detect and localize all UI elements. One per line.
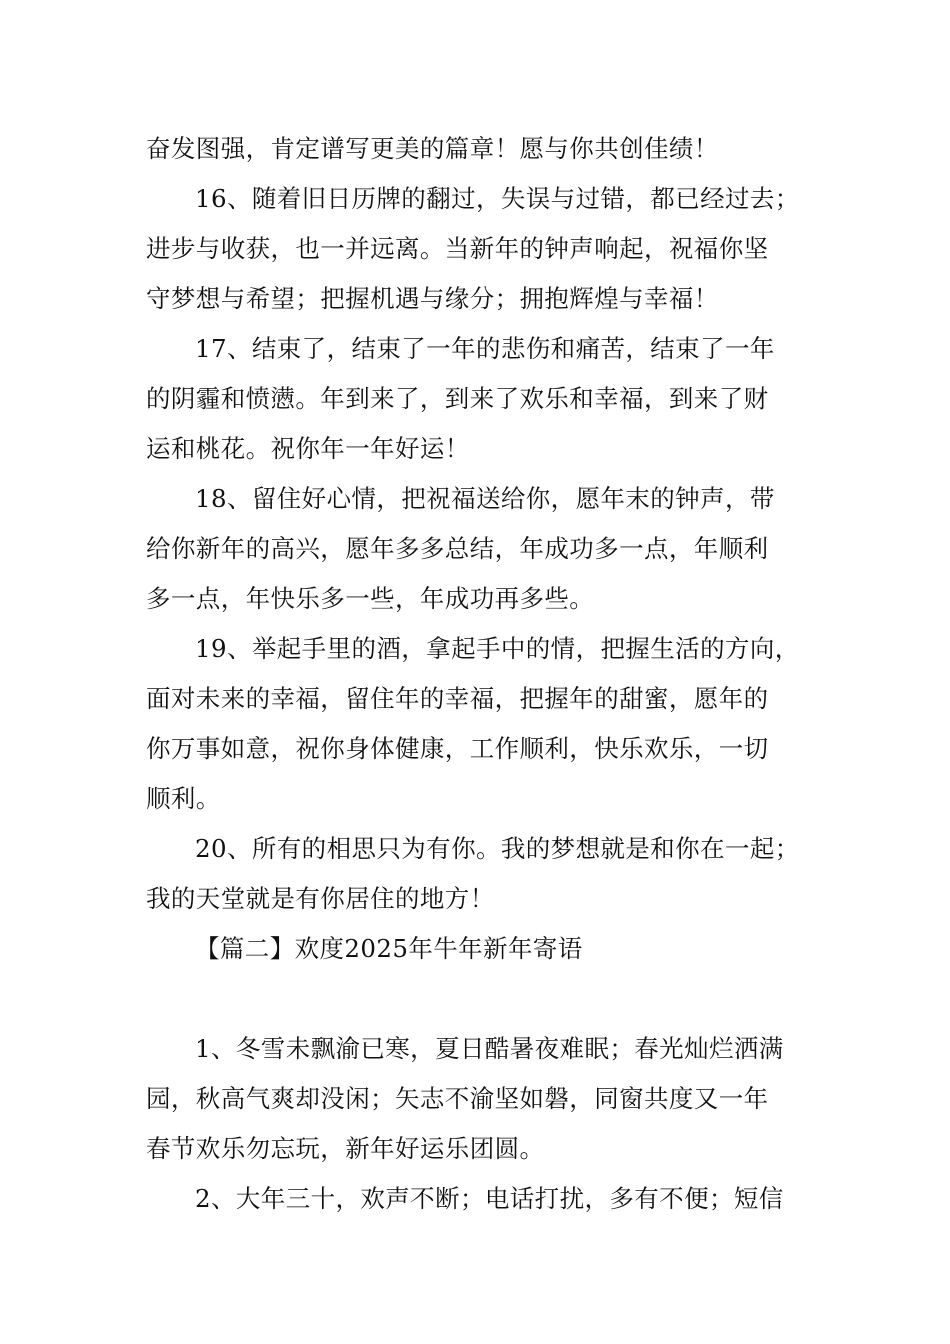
item-19-line-3: 你万事如意，祝你身体健康，工作顺利，快乐欢乐，一切	[146, 734, 769, 763]
item-18-line-1: 18、留住好心情，把祝福送给你，愿年末的钟声，带	[195, 484, 775, 513]
item-17-line-2: 的阴霾和愤懑。年到来了，到来了欢乐和幸福，到来了财	[146, 384, 769, 413]
section2-item-1-line-2: 园，秋高气爽却没闲；矢志不渝坚如磐，同窗共度又一年	[146, 1084, 769, 1113]
item-16-line-1: 16、随着旧日历牌的翻过，失误与过错，都已经过去；	[195, 184, 800, 213]
section2-item-1-line-3: 春节欢乐勿忘玩，新年好运乐团圆。	[146, 1134, 545, 1163]
item-18-line-3: 多一点，年快乐多一些，年成功再多些。	[146, 584, 595, 613]
section-heading: 【篇二】欢度2025年牛年新年寄语	[195, 934, 583, 963]
item-18-line-2: 给你新年的高兴，愿年多多总结，年成功多一点，年顺利	[146, 534, 769, 563]
item-17-line-1: 17、结束了，结束了一年的悲伤和痛苦，结束了一年	[195, 334, 775, 363]
section2-item-2-line-1: 2、大年三十，欢声不断；电话打扰，多有不便；短信	[195, 1184, 784, 1213]
item-17-line-3: 运和桃花。祝你年一年好运！	[146, 434, 470, 463]
item-16-line-2: 进步与收获，也一并远离。当新年的钟声响起，祝福你坚	[146, 234, 769, 263]
item-19-line-1: 19、举起手里的酒，拿起手中的情，把握生活的方向，	[195, 634, 800, 663]
item-20-line-2: 我的天堂就是有你居住的地方！	[146, 884, 495, 913]
item-19-line-4: 顺利。	[146, 784, 221, 813]
text-line-1: 奋发图强，肯定谱写更美的篇章！愿与你共创佳绩！	[146, 134, 719, 163]
item-16-line-3: 守梦想与希望；把握机遇与缘分；拥抱辉煌与幸福！	[146, 284, 719, 313]
section2-item-1-line-1: 1、冬雪未飘渝已寒，夏日酷暑夜难眠；春光灿烂洒满	[195, 1034, 784, 1063]
item-20-line-1: 20、所有的相思只为有你。我的梦想就是和你在一起；	[195, 834, 800, 863]
item-19-line-2: 面对未来的幸福，留住年的幸福，把握年的甜蜜，愿年的	[146, 684, 769, 713]
